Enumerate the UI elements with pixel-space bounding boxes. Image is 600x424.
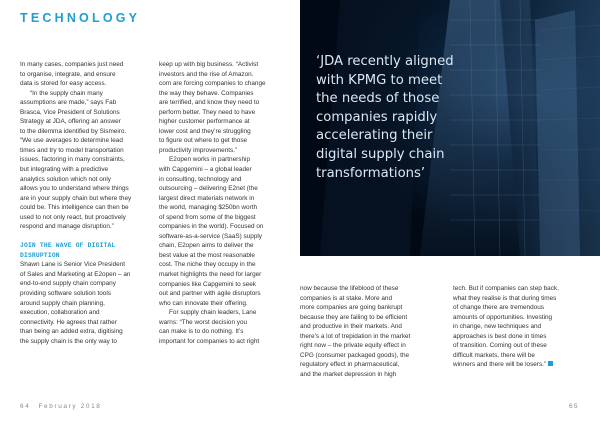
body-line: in consulting, technology and — [159, 175, 242, 183]
body-line: times and try to model transportation — [20, 146, 124, 154]
body-line: regulatory effect in pharmaceutical, — [300, 361, 400, 369]
body-line: chain, E2open aims to deliver the — [159, 242, 254, 250]
body-line: E2open works in partnership — [169, 156, 250, 164]
body-line: In many cases, companies just need — [20, 61, 124, 68]
body-line: of spend from some of the biggest — [159, 213, 256, 221]
body-line: warns: “The worst decision you — [159, 318, 248, 326]
body-line: important for companies to act right — [159, 337, 260, 345]
body-line: with Capgemini – a global leader — [159, 166, 252, 174]
hero-image — [300, 0, 600, 256]
body-line: providing software solution tools — [20, 289, 111, 297]
body-line: difficult markets, there will be — [453, 351, 535, 359]
pull-quote-line: ‘JDA recently aligned — [316, 54, 454, 69]
body-line: can make is to do nothing. It’s — [159, 328, 244, 336]
body-line: higher customer performance at — [159, 118, 250, 126]
body-line: tech. But if companies can step back, — [453, 285, 559, 292]
body-line: data is stored for easy access. — [20, 80, 107, 88]
article-column-3 — [300, 284, 440, 379]
body-line: around supply chain planning, — [20, 299, 105, 307]
end-of-article-square-icon — [548, 361, 553, 366]
body-line: the world, managing $250bn worth — [159, 204, 258, 212]
body-line: keep up with big business. “Activist — [159, 61, 259, 68]
body-line: “We use averages to determine lead — [20, 137, 123, 145]
body-line: of change there are tremendous — [453, 304, 544, 312]
body-line: issues, factoring in many constraints, — [20, 156, 125, 164]
body-line: perform better. They need to have — [159, 108, 256, 116]
body-line: there’s a lot of trepidation in the market — [300, 332, 411, 340]
pull-quote — [316, 53, 586, 183]
body-line: out and partner with agile disruptors — [159, 290, 261, 298]
body-line: in change, new techniques and — [453, 323, 542, 331]
body-line: are terrified, and know they need to — [159, 99, 260, 107]
body-line: used to not only react, but proactively — [20, 213, 126, 221]
body-line-text: winners and there will be losers.” — [453, 361, 547, 369]
body-line: more companies are going bankrupt — [300, 304, 403, 312]
body-line: market highlights the need for larger — [159, 271, 262, 279]
body-line: because they are failing to be efficient — [300, 313, 408, 321]
footer-left — [20, 403, 102, 410]
body-line: companies in the world). Focused on — [159, 223, 264, 231]
body-line: could be. This intelligence can then be — [20, 204, 129, 212]
pull-quote-line: with KPMG to meet — [316, 72, 443, 88]
pull-quote-line: accelerating their — [316, 128, 433, 144]
pull-quote-line: digital supply chain — [316, 146, 445, 162]
issue-date: February 2018 — [38, 403, 102, 410]
body-line: end-to-end supply chain company — [20, 280, 116, 288]
body-line: companies is at stake. More and — [300, 294, 392, 302]
body-line — [453, 360, 588, 370]
body-line: investors and the rise of Amazon. — [159, 70, 254, 78]
body-line: what they realise is that during times — [453, 294, 557, 302]
body-line: are in your supply chain but where they — [20, 194, 132, 202]
body-line: “In the supply chain many — [30, 89, 103, 97]
body-line: software-as-a-service (SaaS) supply — [159, 232, 262, 240]
article-column-2 — [159, 60, 287, 346]
body-line: productivity improvements.” — [159, 146, 238, 154]
body-line: lower cost and they’re struggling — [159, 127, 251, 135]
body-line: to figure out where to get those — [159, 137, 248, 145]
body-line: and productive in their markets. And — [300, 323, 402, 331]
body-line: and the market depression in high — [300, 370, 397, 378]
article-column-4 — [453, 284, 588, 370]
subheading-line: JOIN THE WAVE OF DIGITAL — [20, 242, 116, 250]
body-line: the way they behave. Companies — [159, 89, 254, 97]
body-line: largest direct materials network in — [159, 194, 255, 202]
body-line: com are forcing companies to change — [159, 80, 266, 88]
body-line: connectivity. He agrees that rather — [20, 318, 117, 326]
body-line: right now – the private equity effect in — [300, 342, 406, 350]
body-line: outsourcing – delivering E2net (the — [159, 185, 258, 193]
pull-quote-line: transformations’ — [316, 165, 426, 181]
body-line: CPG (consumer packaged goods), the — [300, 351, 410, 359]
page-number-right: 65 — [569, 403, 579, 410]
section-title: TECHNOLOGY — [20, 11, 141, 25]
body-line: approaches is best done in times — [453, 332, 547, 340]
body-line: best value at the most reasonable — [159, 251, 255, 259]
body-line: Strategy at JDA, offering an answer — [20, 118, 121, 126]
body-line: who can innovate their offering. — [159, 299, 248, 307]
body-line: assumptions are made,” says Fab — [20, 99, 117, 107]
body-line: to organise, integrate, and ensure — [20, 70, 116, 78]
page-number-left: 64 — [20, 403, 31, 410]
body-line: amounts of opportunities. Investing — [453, 313, 553, 321]
body-line: execution, collaboration and — [20, 309, 100, 317]
body-line: than being an added extra, digitising — [20, 328, 123, 336]
body-line: Shawn Lane is Senior Vice President — [20, 261, 126, 269]
body-line: the supply chain is the only way to — [20, 337, 117, 345]
subheading — [20, 241, 148, 260]
body-line: analytics solution which not only — [20, 175, 111, 183]
body-line: but integrating with a predictive — [20, 166, 109, 174]
body-line: of transition. Coming out of these — [453, 342, 547, 350]
body-line: allows you to understand where things — [20, 185, 129, 193]
pull-quote-line: the needs of those — [316, 91, 440, 107]
body-line: respond and manage disruption.” — [20, 223, 114, 231]
body-line: to the dilemma identified by Sismeiro. — [20, 127, 127, 135]
subheading-line: DISRUPTION — [20, 251, 60, 259]
body-line: companies like Capgemini to seek — [159, 280, 256, 288]
body-line: now because the lifeblood of these — [300, 285, 399, 292]
pull-quote-line: companies rapidly — [316, 109, 438, 125]
body-line: Brasca, Vice President of Solutions — [20, 108, 120, 116]
body-line: For supply chain leaders, Lane — [169, 309, 257, 317]
article-column-1 — [20, 60, 148, 346]
body-line: cost. The niche they occupy in the — [159, 261, 256, 269]
body-line: of Sales and Marketing at E2open – an — [20, 270, 131, 278]
